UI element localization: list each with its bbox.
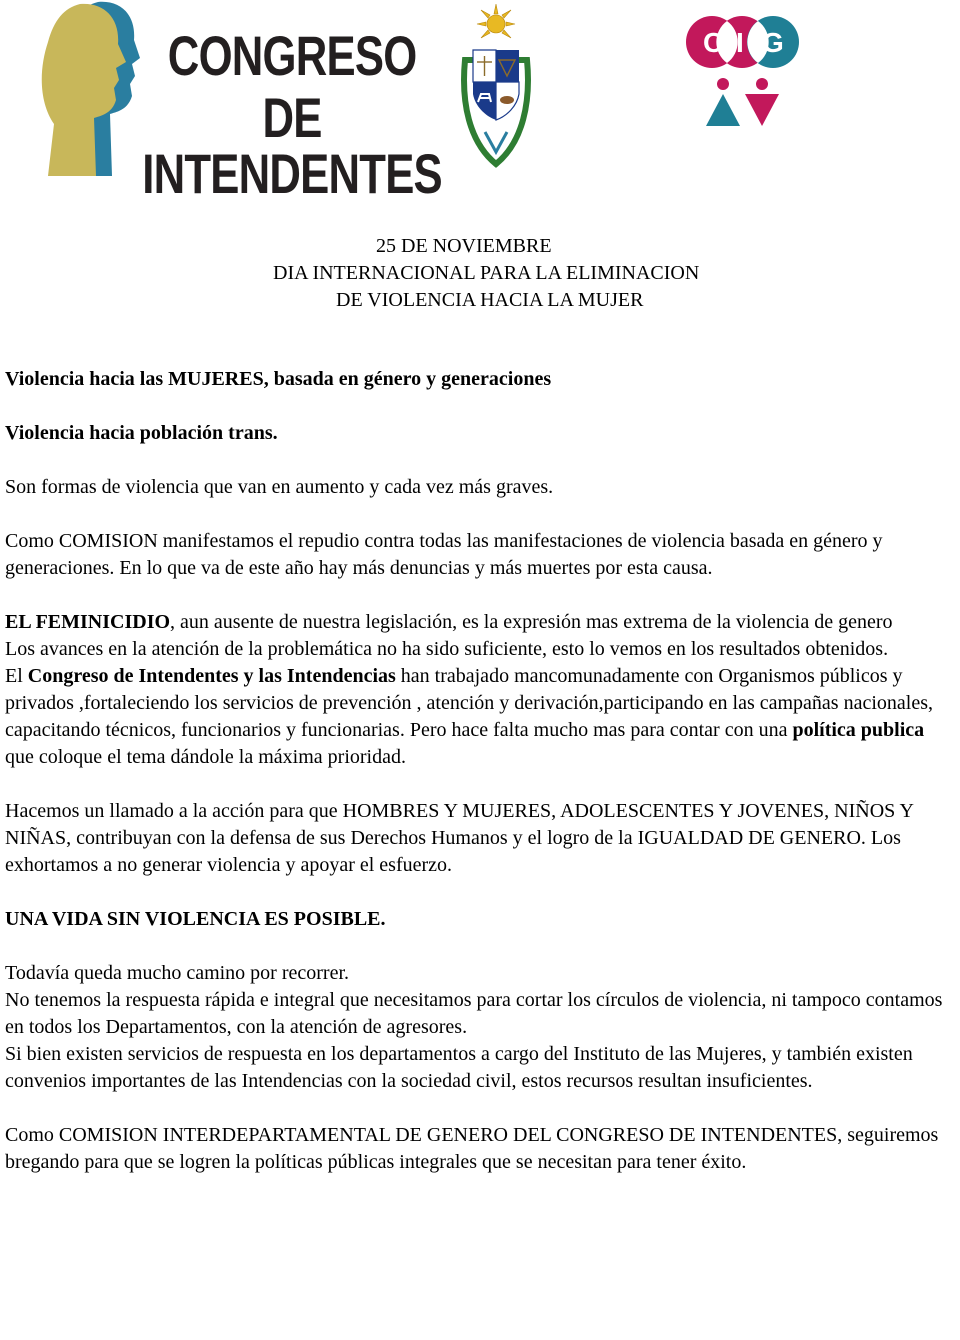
- title-line-2: DIA INTERNACIONAL PARA LA ELIMINACION: [273, 262, 700, 284]
- paragraph: No tenemos la respuesta rápida e integral que necesitamos para cortar los círculos de violencia, ni tampoco contamos en todos los Departamentos, con la atención de agresores.: [5, 989, 943, 1038]
- paragraph: Son formas de violencia que van en aumento y cada vez más graves.: [5, 476, 554, 498]
- coat-of-arms-icon: [455, 2, 537, 177]
- heading-violence-trans: Violencia hacia población trans.: [5, 422, 278, 444]
- title-date: 25 DE NOVIEMBRE: [376, 235, 552, 257]
- paragraph: Todavía queda mucho camino por recorrer.: [5, 962, 350, 984]
- document-body: [5, 366, 953, 1176]
- document-header: [0, 0, 960, 205]
- slogan: UNA VIDA SIN VIOLENCIA ES POSIBLE.: [5, 908, 386, 930]
- cig-logo: [680, 14, 805, 132]
- congreso-logo-text: [140, 24, 444, 205]
- paragraph: Si bien existen servicios de respuesta en los departamentos a cargo del Instituto de las Mujeres, y también existen convenios importantes de las Intendencias con la sociedad civil, estos recursos resultan insuficientes.: [5, 1043, 913, 1092]
- paragraph-feminicidio: EL FEMINICIDIO, aun ausente de nuestra legislación, es la expresión mas extrema de la violencia de genero: [5, 611, 893, 633]
- paragraph-congreso: El Congreso de Intendentes y las Intendencias han trabajado mancomunadamente con Organismos públicos y privados ,fortaleciendo los servicios de prevención , atención y derivación,participando en las campañas nacionales, capacitando técnicos, funcionarios y funcionarias. Pero hace falta mucho mas para contar con una política publica que coloque el tema dándole la máxima prioridad.: [5, 665, 933, 768]
- paragraph-closing: Como COMISION INTERDEPARTAMENTAL DE GENERO DEL CONGRESO DE INTENDENTES, seguiremos bregando para que se logren la políticas públicas integrales que se necesitan para tener éxito.: [5, 1124, 939, 1173]
- cig-letter-i: I: [736, 27, 744, 58]
- congreso-faces-logo: [40, 0, 140, 178]
- paragraph: Como COMISION manifestamos el repudio contra todas las manifestaciones de violencia basada en género y generaciones. En lo que va de este año hay más denuncias y más muertes por esta causa.: [5, 530, 883, 579]
- heading-violence-women: Violencia hacia las MUJERES, basada en género y generaciones: [5, 368, 552, 390]
- paragraph-call-to-action: Hacemos un llamado a la acción para que HOMBRES Y MUJERES, ADOLESCENTES Y JOVENES, NIÑOS Y NIÑAS, contribuyan con la defensa de sus Derechos Humanos y el logro de la IGUALDAD DE GENERO. Los exhortamos a no generar violencia y apoyar el esfuerzo.: [5, 800, 914, 876]
- logo-line-1: CONGRESO: [167, 24, 417, 87]
- cig-letter-c: C: [703, 27, 724, 58]
- logo-line-2: DE INTENDENTES: [142, 86, 442, 205]
- cig-letter-g: G: [762, 27, 784, 58]
- paragraph: Los avances en la atención de la problemática no ha sido suficiente, esto lo vemos en los resultados obtenidos.: [5, 638, 889, 660]
- title-line-3: DE VIOLENCIA HACIA LA MUJER: [336, 289, 644, 311]
